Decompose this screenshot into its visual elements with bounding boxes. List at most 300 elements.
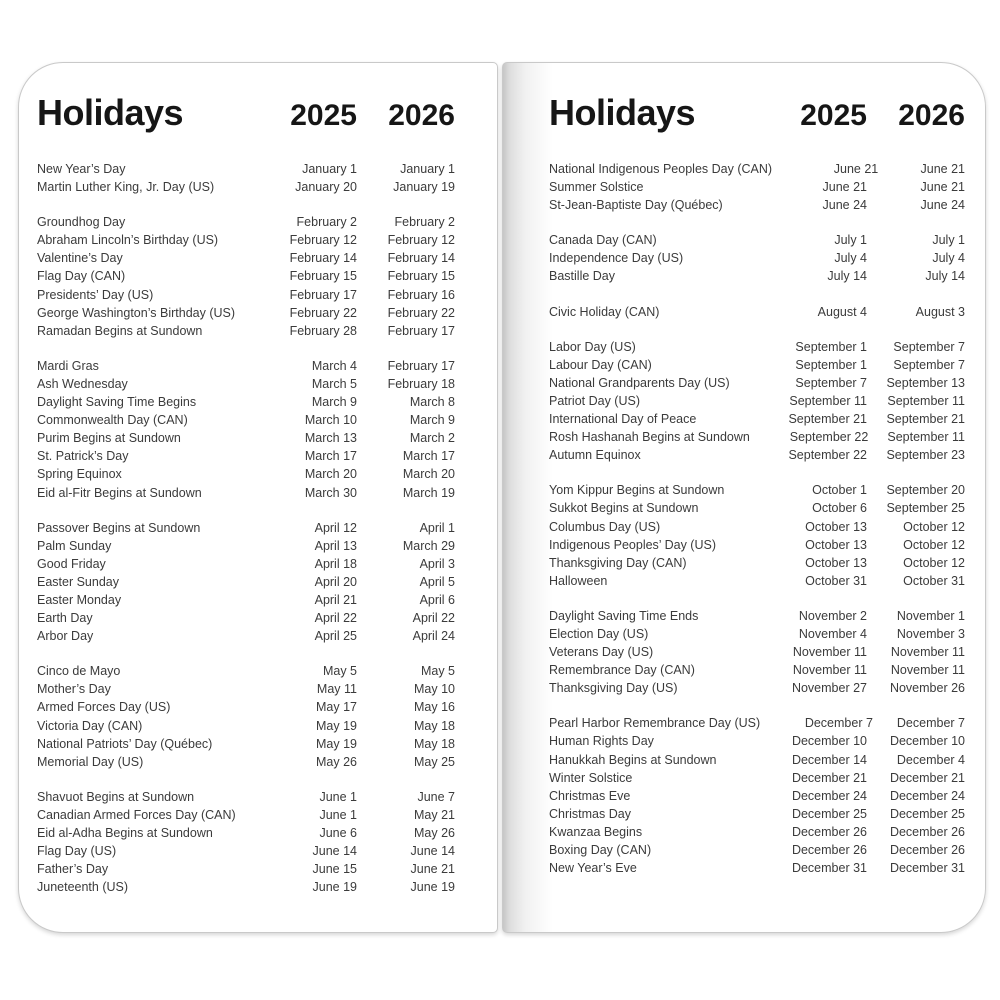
holiday-name: Thanksgiving Day (US) <box>549 681 678 696</box>
holiday-name: Eid al-Adha Begins at Sundown <box>37 826 213 840</box>
holiday-row <box>549 446 965 464</box>
holiday-name: Earth Day <box>37 611 93 626</box>
holiday-row <box>37 465 455 483</box>
holiday-row <box>37 178 455 196</box>
holiday-month-group <box>37 160 455 196</box>
holiday-name: Civic Holiday (CAN) <box>549 304 660 319</box>
holiday-name: Christmas Day <box>549 806 631 821</box>
holiday-row <box>37 824 455 842</box>
page-title: Holidays <box>549 92 696 133</box>
holiday-row <box>37 627 455 645</box>
holiday-name: Martin Luther King, Jr. Day (US) <box>37 180 215 195</box>
date-2025: December 26 <box>791 843 867 857</box>
holiday-name: International Day of Peace <box>549 412 697 427</box>
date-2025: April 22 <box>314 611 357 626</box>
holiday-name: Arbor Day <box>37 629 94 644</box>
holiday-name: Thanksgiving Day (CAN) <box>549 555 687 570</box>
date-2025: February 12 <box>289 233 357 248</box>
date-2026: February 15 <box>387 269 455 284</box>
date-2026: September 11 <box>887 430 965 445</box>
holiday-name: Ramadan Begins at Sundown <box>37 323 203 338</box>
date-2026: December 21 <box>889 770 965 785</box>
date-2025: May 19 <box>316 718 357 733</box>
date-2026: September 11 <box>887 393 965 408</box>
holiday-row <box>37 160 455 178</box>
page-header <box>37 93 455 133</box>
holiday-name: New Year’s Day <box>37 162 126 176</box>
holiday-row <box>549 249 965 267</box>
holidays-page-left <box>18 62 498 933</box>
date-2025: June 15 <box>312 862 357 877</box>
year-2026-header: 2026 <box>388 99 455 132</box>
holiday-row <box>37 842 455 860</box>
date-2025: November 4 <box>798 626 867 641</box>
holiday-name: Christmas Eve <box>549 788 631 803</box>
date-2026: June 24 <box>920 198 965 213</box>
date-2026: June 7 <box>417 789 455 804</box>
date-2026: December 26 <box>889 824 965 839</box>
date-2026: October 31 <box>903 573 965 588</box>
date-2025: November 2 <box>798 608 867 623</box>
holiday-name: Bastille Day <box>549 269 615 284</box>
date-2026: April 24 <box>412 629 455 644</box>
date-2026: March 17 <box>402 449 455 464</box>
holiday-row <box>549 536 965 554</box>
holiday-name: Summer Solstice <box>549 180 644 195</box>
holiday-name: Labor Day (US) <box>549 339 636 354</box>
date-2026: March 29 <box>402 538 455 553</box>
holiday-name: St. Patrick’s Day <box>37 449 129 464</box>
date-2026: November 1 <box>896 608 965 623</box>
holiday-row <box>549 356 965 374</box>
date-2025: September 1 <box>795 339 867 354</box>
holiday-name: Pearl Harbor Remembrance Day (US) <box>549 716 761 731</box>
holiday-row <box>37 447 455 465</box>
date-2026: February 18 <box>387 376 455 391</box>
holiday-name: Shavuot Begins at Sundown <box>37 789 195 804</box>
holiday-row <box>549 805 965 823</box>
year-2025-header: 2025 <box>800 99 867 132</box>
date-2025: November 11 <box>792 645 867 660</box>
date-2025: April 21 <box>314 592 357 607</box>
date-2025: March 10 <box>304 413 357 428</box>
date-2025: June 19 <box>312 880 357 895</box>
holiday-row <box>37 286 455 304</box>
holiday-month-group <box>37 519 455 646</box>
date-2025: June 24 <box>822 198 867 213</box>
date-2025: July 1 <box>834 233 867 248</box>
date-2025: March 9 <box>311 395 357 410</box>
date-2026: August 3 <box>915 304 965 319</box>
date-2026: May 18 <box>414 718 455 733</box>
date-2026: February 17 <box>387 358 455 373</box>
holiday-row <box>37 267 455 285</box>
date-2026: September 25 <box>886 501 965 516</box>
holiday-row <box>549 679 965 697</box>
date-2025: February 22 <box>289 305 357 320</box>
holiday-month-group <box>37 357 455 502</box>
holiday-row <box>37 322 455 340</box>
date-2025: March 20 <box>304 467 357 482</box>
holiday-row <box>37 878 455 896</box>
holiday-row <box>549 572 965 590</box>
date-2025: September 22 <box>789 430 869 445</box>
date-2025: January 1 <box>302 162 357 176</box>
date-2025: April 18 <box>314 556 357 571</box>
holiday-row <box>37 519 455 537</box>
holiday-name: Purim Begins at Sundown <box>37 431 181 446</box>
date-2025: June 1 <box>319 789 357 804</box>
date-2026: May 10 <box>414 682 455 697</box>
date-2025: June 6 <box>319 826 357 840</box>
date-2025: May 11 <box>316 682 357 697</box>
holiday-name: Yom Kippur Begins at Sundown <box>549 483 725 498</box>
date-2026: June 21 <box>920 162 965 176</box>
date-2026: October 12 <box>903 519 965 534</box>
holiday-name: Veterans Day (US) <box>549 645 654 660</box>
date-2026: June 14 <box>410 844 455 859</box>
holiday-row <box>37 555 455 573</box>
date-2026: September 13 <box>886 375 965 390</box>
holiday-row <box>549 787 965 805</box>
date-2026: July 1 <box>932 233 965 248</box>
holiday-row <box>549 410 965 428</box>
date-2025: May 17 <box>316 700 357 715</box>
holiday-row <box>549 374 965 392</box>
date-2026: March 8 <box>409 395 455 410</box>
holiday-row <box>37 375 455 393</box>
holiday-name: Patriot Day (US) <box>549 393 640 408</box>
holiday-name: Canada Day (CAN) <box>549 233 657 248</box>
date-2026: September 23 <box>886 448 965 463</box>
date-2026: February 12 <box>387 233 455 248</box>
date-2025: December 10 <box>791 734 867 749</box>
holiday-row <box>549 751 965 769</box>
date-2025: June 1 <box>319 807 357 822</box>
holiday-row <box>37 249 455 267</box>
holiday-row <box>549 392 965 410</box>
date-2025: May 19 <box>316 736 357 751</box>
holiday-row <box>549 303 965 321</box>
holiday-month-group <box>549 231 965 285</box>
holiday-name: National Patriots’ Day (Québec) <box>37 736 213 751</box>
holiday-row <box>549 732 965 750</box>
date-2026: March 19 <box>402 485 455 500</box>
date-2025: June 21 <box>822 180 867 195</box>
date-2025: November 11 <box>792 663 867 678</box>
holiday-row <box>37 213 455 231</box>
date-2026: March 9 <box>409 413 455 428</box>
page-header <box>549 93 965 133</box>
holiday-row <box>549 428 965 446</box>
date-2025: November 27 <box>791 681 867 696</box>
date-2025: December 14 <box>791 752 867 767</box>
date-2026: July 4 <box>932 251 965 266</box>
holiday-name: Sukkot Begins at Sundown <box>549 501 699 516</box>
date-2025: March 5 <box>311 376 357 391</box>
holiday-name: Columbus Day (US) <box>549 519 661 534</box>
date-2026: December 7 <box>896 716 965 731</box>
holiday-name: Spring Equinox <box>37 467 122 482</box>
holiday-name: National Indigenous Peoples Day (CAN) <box>549 162 773 176</box>
holiday-name: Halloween <box>549 573 608 588</box>
holiday-row <box>37 429 455 447</box>
year-2026-header: 2026 <box>898 99 965 132</box>
holiday-name: Remembrance Day (CAN) <box>549 663 695 678</box>
holiday-name: Victoria Day (CAN) <box>37 718 143 733</box>
holiday-month-group <box>549 481 965 590</box>
holiday-row <box>549 267 965 285</box>
holiday-name: Mother’s Day <box>37 682 111 697</box>
holiday-row <box>549 481 965 499</box>
holiday-name: Eid al-Fitr Begins at Sundown <box>37 485 202 500</box>
date-2025: October 1 <box>812 483 867 498</box>
date-2025: December 21 <box>791 770 867 785</box>
date-2026: November 11 <box>890 645 965 660</box>
date-2026: May 21 <box>414 807 455 822</box>
holiday-row <box>37 753 455 771</box>
date-2025: December 25 <box>791 806 867 821</box>
date-2025: December 24 <box>791 788 867 803</box>
holiday-name: Election Day (US) <box>549 626 649 641</box>
date-2026: April 1 <box>419 520 455 535</box>
date-2025: July 14 <box>827 269 867 284</box>
date-2026: June 21 <box>920 180 965 195</box>
holiday-row <box>549 859 965 877</box>
date-2026: September 7 <box>893 357 965 372</box>
holiday-row <box>37 662 455 680</box>
date-2025: May 26 <box>316 754 357 769</box>
holiday-name: Indigenous Peoples’ Day (US) <box>549 537 716 552</box>
date-2026: May 18 <box>414 736 455 751</box>
date-2026: December 26 <box>889 843 965 857</box>
holiday-row <box>549 769 965 787</box>
holiday-row <box>37 591 455 609</box>
date-2025: April 20 <box>314 574 357 589</box>
date-2026: May 26 <box>414 826 455 840</box>
date-2026: February 14 <box>387 251 455 266</box>
holiday-name: Independence Day (US) <box>549 251 684 266</box>
holiday-row <box>549 841 965 859</box>
holiday-month-group <box>549 714 965 877</box>
holiday-name: Valentine’s Day <box>37 251 123 266</box>
holiday-name: Easter Sunday <box>37 574 119 589</box>
date-2025: February 15 <box>289 269 357 284</box>
holiday-name: Canadian Armed Forces Day (CAN) <box>37 807 236 822</box>
holiday-row <box>37 304 455 322</box>
date-2026: March 2 <box>409 431 455 446</box>
holiday-row <box>549 160 965 178</box>
date-2026: May 16 <box>414 700 455 715</box>
holiday-row <box>549 554 965 572</box>
holiday-name: Ash Wednesday <box>37 376 128 391</box>
date-2026: December 24 <box>889 788 965 803</box>
date-2026: February 22 <box>387 305 455 320</box>
holiday-name: New Year’s Eve <box>549 861 637 876</box>
date-2025: September 1 <box>795 357 867 372</box>
holiday-name: Cinco de Mayo <box>37 664 121 679</box>
holiday-row <box>549 231 965 249</box>
date-2025: December 7 <box>804 716 873 731</box>
date-2025: September 22 <box>788 448 867 463</box>
date-2026: March 20 <box>402 467 455 482</box>
date-2025: March 4 <box>311 358 357 373</box>
date-2025: April 12 <box>314 520 357 535</box>
date-2026: November 26 <box>889 681 965 696</box>
date-2026: January 1 <box>400 162 455 176</box>
date-2026: June 21 <box>410 862 455 877</box>
date-2025: March 17 <box>304 449 357 464</box>
year-2025-header: 2025 <box>290 99 357 132</box>
date-2026: February 16 <box>387 287 455 302</box>
holiday-name: Flag Day (US) <box>37 844 117 859</box>
holiday-row <box>37 484 455 502</box>
date-2025: August 4 <box>817 304 867 319</box>
holiday-row <box>549 823 965 841</box>
holiday-name: Memorial Day (US) <box>37 754 144 769</box>
holiday-row <box>37 788 455 806</box>
date-2025: September 21 <box>788 412 867 427</box>
date-2026: April 3 <box>419 556 455 571</box>
holiday-row <box>37 680 455 698</box>
date-2026: November 11 <box>890 663 965 678</box>
date-2026: May 5 <box>420 664 455 679</box>
holiday-row <box>549 661 965 679</box>
holiday-name: Abraham Lincoln’s Birthday (US) <box>37 233 219 248</box>
holiday-row <box>549 178 965 196</box>
date-2026: October 12 <box>903 537 965 552</box>
holiday-name: Flag Day (CAN) <box>37 269 126 284</box>
holidays-page-right <box>502 62 986 933</box>
date-2026: June 19 <box>410 880 455 895</box>
date-2026: May 25 <box>414 754 455 769</box>
holiday-row <box>37 698 455 716</box>
date-2025: April 25 <box>314 629 357 644</box>
holiday-name: Passover Begins at Sundown <box>37 520 201 535</box>
date-2025: October 31 <box>805 573 867 588</box>
date-2025: October 13 <box>805 555 867 570</box>
holiday-month-group <box>549 303 965 321</box>
date-2025: May 5 <box>322 664 357 679</box>
date-2026: September 20 <box>886 483 965 498</box>
holiday-month-group <box>37 662 455 771</box>
holiday-row <box>549 518 965 536</box>
holiday-name: Father’s Day <box>37 862 109 877</box>
date-2025: March 30 <box>304 485 357 500</box>
holiday-row <box>549 714 965 732</box>
holiday-row <box>37 735 455 753</box>
holiday-name: Kwanzaa Begins <box>549 824 643 839</box>
date-2025: December 31 <box>791 861 867 876</box>
holiday-name: George Washington’s Birthday (US) <box>37 305 236 320</box>
date-2026: February 2 <box>394 215 455 230</box>
date-2026: January 19 <box>393 180 455 195</box>
holiday-month-group <box>37 213 455 340</box>
holiday-row <box>37 573 455 591</box>
holiday-row <box>37 806 455 824</box>
holiday-row <box>549 338 965 356</box>
date-2025: June 14 <box>312 844 357 859</box>
date-2025: October 13 <box>805 519 867 534</box>
holiday-name: Mardi Gras <box>37 358 99 373</box>
holiday-name: National Grandparents Day (US) <box>549 375 730 390</box>
date-2026: December 4 <box>896 752 965 767</box>
holiday-name: Juneteenth (US) <box>37 880 129 895</box>
holiday-name: Good Friday <box>37 556 106 571</box>
holiday-row <box>549 625 965 643</box>
holiday-row <box>549 607 965 625</box>
holiday-row <box>37 357 455 375</box>
date-2025: February 28 <box>289 323 357 338</box>
holiday-row <box>37 860 455 878</box>
date-2025: December 26 <box>791 824 867 839</box>
date-2026: April 22 <box>412 611 455 626</box>
date-2025: March 13 <box>304 431 357 446</box>
date-2026: September 21 <box>886 412 965 427</box>
holiday-row <box>37 537 455 555</box>
holiday-name: Human Rights Day <box>549 734 654 749</box>
holiday-row <box>549 196 965 214</box>
date-2026: February 17 <box>387 323 455 338</box>
holiday-month-group <box>549 160 965 214</box>
holiday-row <box>37 609 455 627</box>
date-2026: April 6 <box>419 592 455 607</box>
date-2026: April 5 <box>419 574 455 589</box>
date-2026: July 14 <box>925 269 965 284</box>
date-2025: October 13 <box>805 537 867 552</box>
date-2025: January 20 <box>295 180 357 195</box>
holiday-name: Autumn Equinox <box>549 448 641 463</box>
holiday-row <box>37 393 455 411</box>
holiday-name: Rosh Hashanah Begins at Sundown <box>549 430 750 445</box>
holiday-name: St-Jean-Baptiste Day (Québec) <box>549 198 723 213</box>
holiday-month-group <box>37 788 455 897</box>
page-title: Holidays <box>37 92 184 133</box>
holiday-row <box>37 411 455 429</box>
holiday-name: Labour Day (CAN) <box>549 357 652 372</box>
holiday-row <box>37 231 455 249</box>
date-2026: September 7 <box>893 339 965 354</box>
date-2025: February 2 <box>296 215 357 230</box>
holiday-name: Winter Solstice <box>549 770 633 785</box>
date-2026: November 3 <box>896 626 965 641</box>
date-2025: September 11 <box>789 393 867 408</box>
date-2025: October 6 <box>812 501 867 516</box>
holiday-name: Daylight Saving Time Begins <box>37 395 197 410</box>
holiday-name: Palm Sunday <box>37 538 112 553</box>
holiday-name: Easter Monday <box>37 592 122 607</box>
date-2026: December 10 <box>889 734 965 749</box>
holiday-list <box>37 160 455 896</box>
holiday-name: Armed Forces Day (US) <box>37 700 171 715</box>
date-2025: February 14 <box>289 251 357 266</box>
holiday-name: Groundhog Day <box>37 215 126 230</box>
holiday-name: Commonwealth Day (CAN) <box>37 413 188 428</box>
date-2026: December 31 <box>889 861 965 876</box>
date-2025: September 7 <box>795 375 867 390</box>
date-2025: July 4 <box>834 251 867 266</box>
holiday-name: Daylight Saving Time Ends <box>549 608 699 623</box>
holiday-month-group <box>549 607 965 697</box>
holiday-row <box>549 499 965 517</box>
holiday-row <box>37 717 455 735</box>
holiday-name: Boxing Day (CAN) <box>549 843 652 857</box>
date-2026: December 25 <box>889 806 965 821</box>
holiday-month-group <box>549 338 965 465</box>
holiday-row <box>549 643 965 661</box>
holiday-list <box>549 160 965 877</box>
date-2025: June 21 <box>833 162 879 176</box>
